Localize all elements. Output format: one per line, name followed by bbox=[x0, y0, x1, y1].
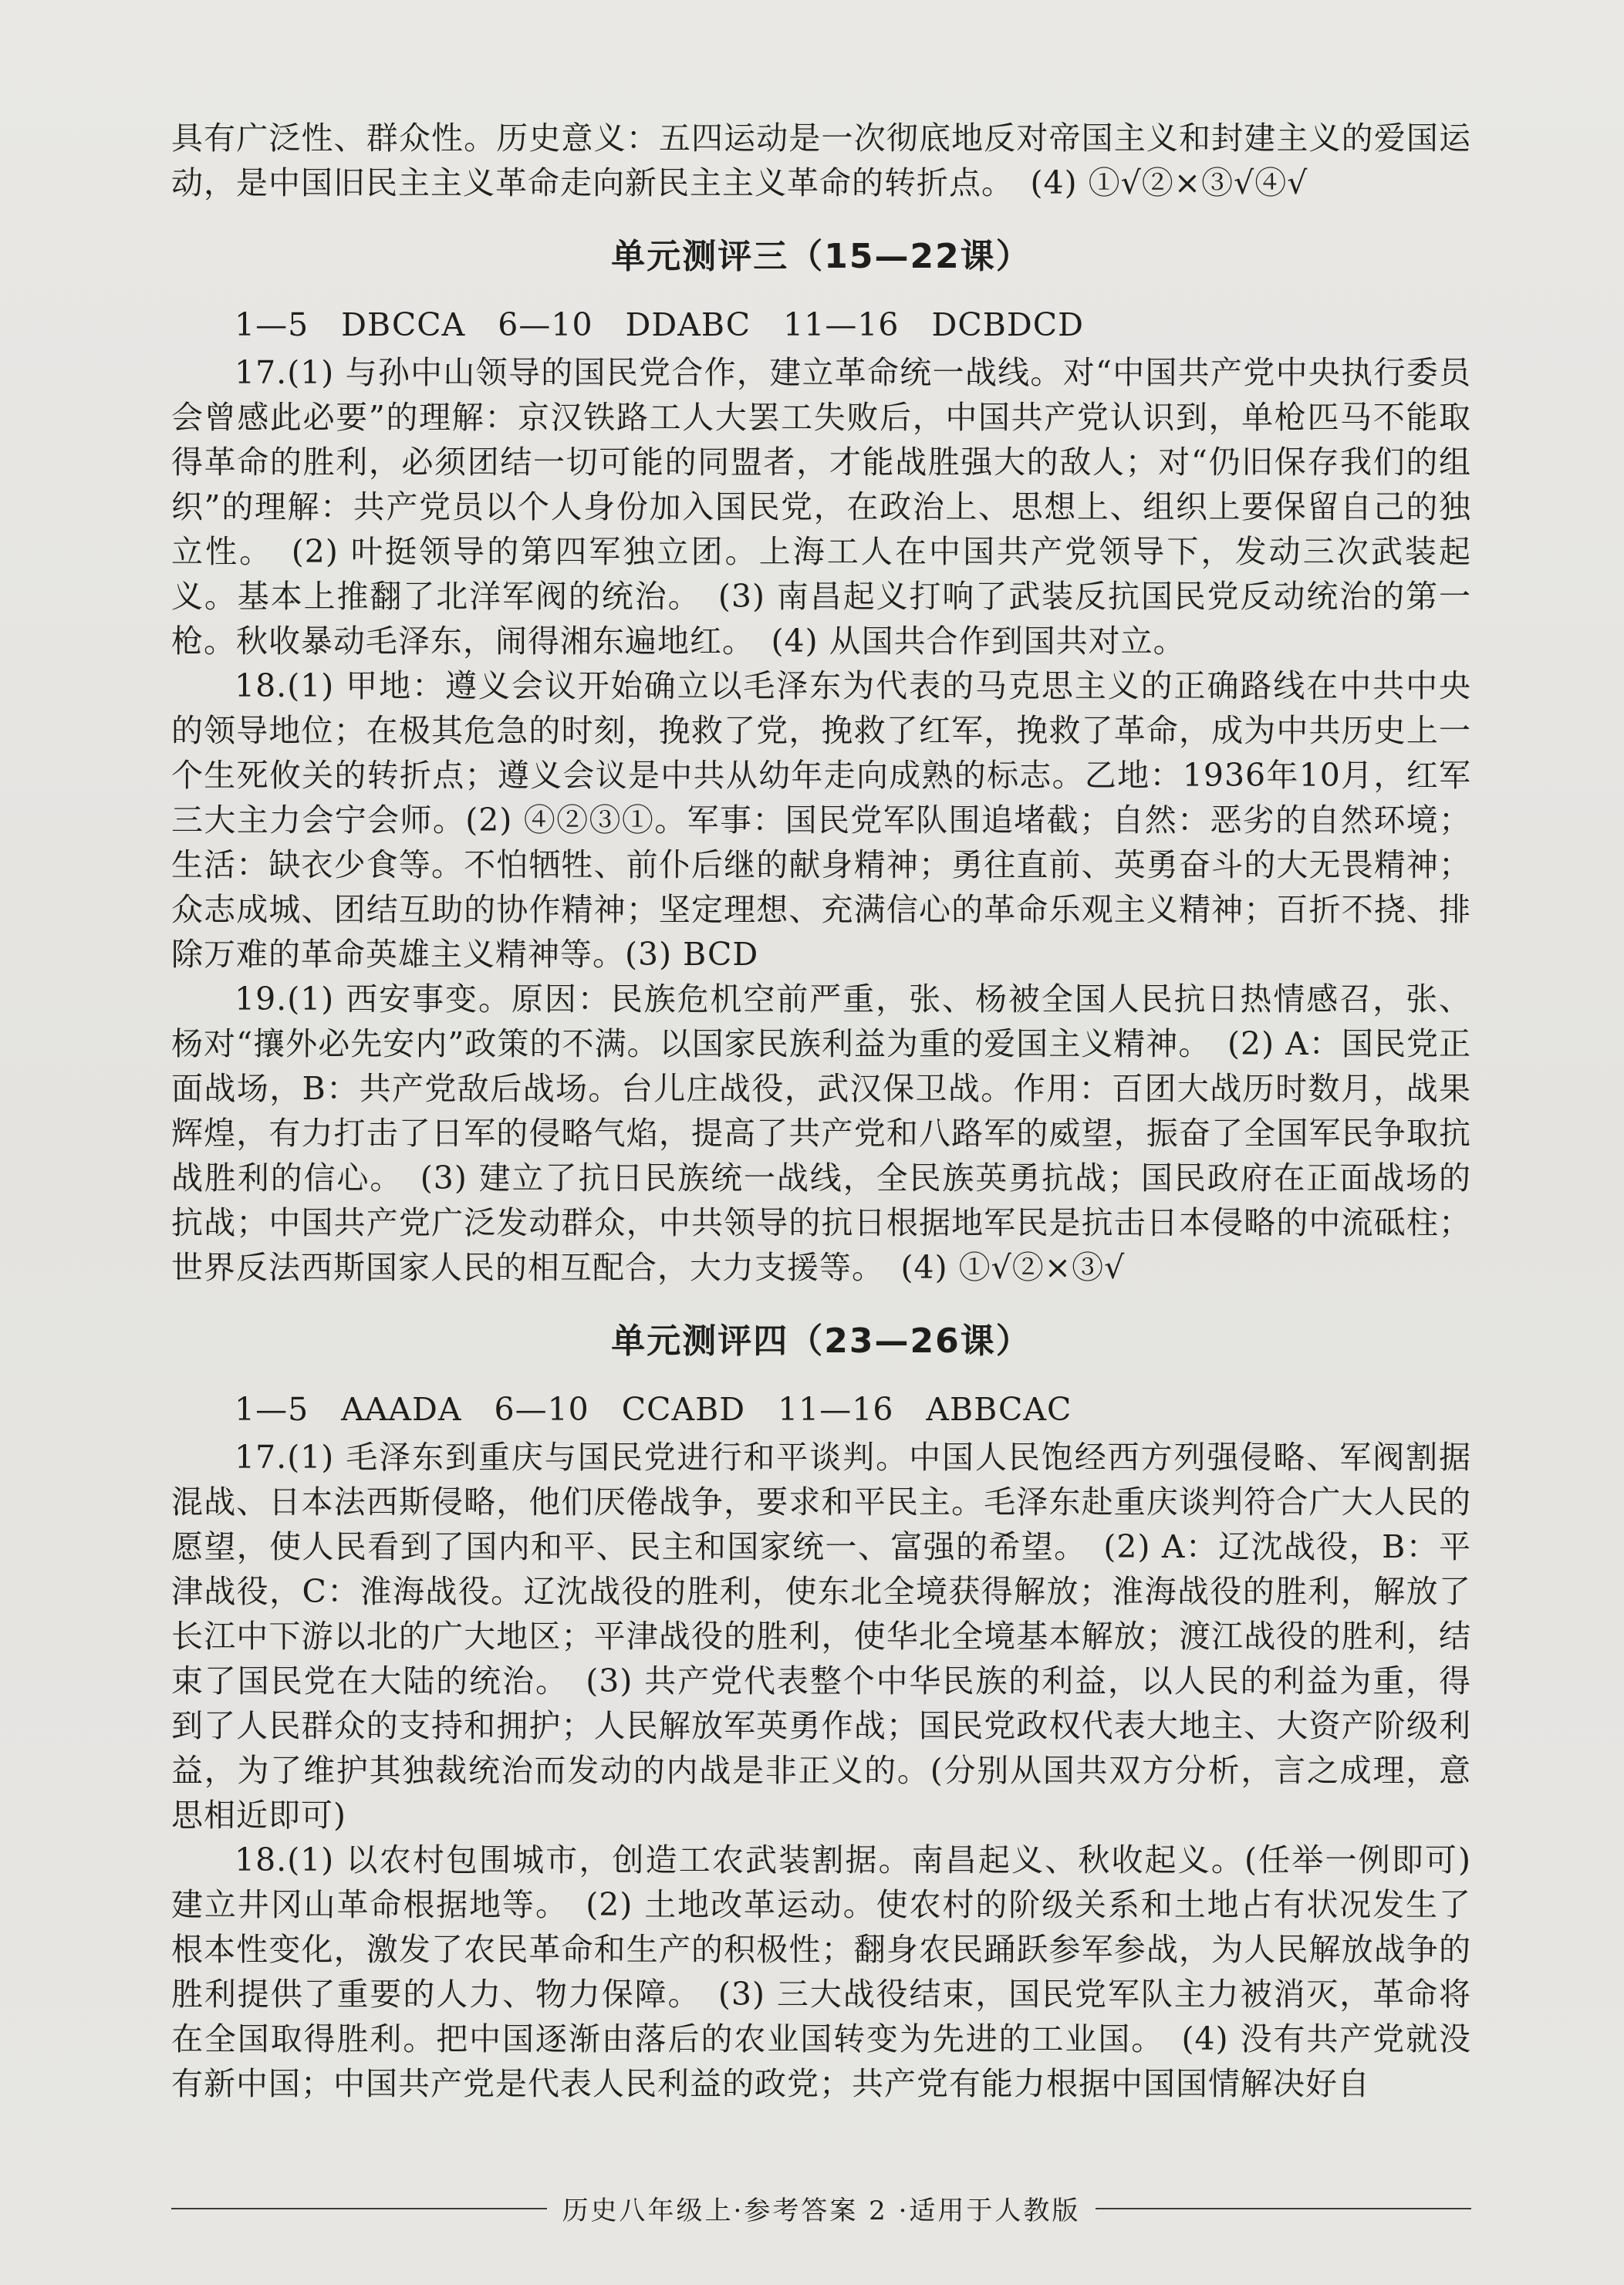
unit4-choice-answers: 1—5 AAADA 6—10 CCABD 11—16 ABBCAC bbox=[235, 1391, 1072, 1428]
unit4-question-17: 17.(1) 毛泽东到重庆与国民党进行和平谈判。中国人民饱经西方列强侵略、军阀割据混战、日本法西斯侵略，他们厌倦战争，要求和平民主。毛泽东赴重庆谈判符合广大人民的愿望，使人民看到了国内和平、民主和国家统一、富强的希望。 (2) A：辽沈战役，B：平津战役，C：淮海战役。辽沈战役的胜利，使东北全境获得解放；淮海战役的胜利，解放了长江中下游以北的广大地区；平津战役的胜利，使华北全境基本解放；渡江战役的胜利，结束了国民党在大陆的统治。 (3) 共产党代表整个中华民族的利益，以人民的利益为重，得到了人民群众的支持和拥护；人民解放军英勇作战；国民党政权代表大地主、大资产阶级利益，为了维护其独裁统治而发动的内战是非正义的。(分别从国共双方分析，言之成理，意思相近即可) bbox=[171, 1439, 1471, 1834]
unit4-question-18: 18.(1) 以农村包围城市，创造工农武装割据。南昌起义、秋收起义。(任举一例即可)建立井冈山革命根据地等。 (2) 土地改革运动。使农村的阶级关系和土地占有状况发生了根本性变化，激发了农民革命和生产的积极性；翻身农民踊跃参军参战，为人民解放战争的胜利提供了重要的人力、物力保障。 (3) 三大战役结束，国民党军队主力被消灭，革命将在全国取得胜利。把中国逐渐由落后的农业国转变为先进的工业国。 (4) 没有共产党就没有新中国；中国共产党是代表人民利益的政党；共产党有能力根据中国国情解决好自 bbox=[171, 1841, 1471, 2102]
unit3-heading: 单元测评三（15—22课） bbox=[611, 237, 1031, 276]
footer-rule-left bbox=[171, 2208, 547, 2209]
unit3-question-18: 18.(1) 甲地：遵义会议开始确立以毛泽东为代表的马克思主义的正确路线在中共中央的领导地位；在极其危急的时刻，挽救了党，挽救了红军，挽救了革命，成为中共历史上一个生死攸关的转折点；遵义会议是中共从幼年走向成熟的标志。乙地：1936年10月，红军三大主力会宁会师。(2) ④②③①。军事：国民党军队围追堵截；自然：恶劣的自然环境；生活：缺衣少食等。不怕牺牲、前仆后继的献身精神；勇往直前、英勇奋斗的大无畏精神；众志成城、团结互助的协作精神；坚定理想、充满信心的革命乐观主义精神；百折不挠、排除万难的革命英雄主义精神等。(3) BCD bbox=[171, 667, 1471, 973]
unit3-question-19: 19.(1) 西安事变。原因：民族危机空前严重，张、杨被全国人民抗日热情感召，张、杨对“攘外必先安内”政策的不满。以国家民族利益为重的爱国主义精神。 (2) A：国民党正面战场，B：共产党敌后战场。台儿庄战役，武汉保卫战。作用：百团大战历时数月，战果辉煌，有力打击了日军的侵略气焰，提高了共产党和八路军的威望，振奋了全国军民争取抗战胜利的信心。 (3) 建立了抗日民族统一战线，全民族英勇抗战；国民政府在正面战场的抗战；中国共产党广泛发动群众，中共领导的抗日根据地军民是抗击日本侵略的中流砥柱；世界反法西斯国家人民的相互配合，大力支援等。 (4) ①√②×③√ bbox=[171, 980, 1471, 1286]
footer-text: 历史八年级上·参考答案 2 ·适用于人教版 bbox=[562, 2196, 1081, 2226]
page-content bbox=[171, 116, 1471, 2106]
unit3-question-17: 17.(1) 与孙中山领导的国民党合作，建立革命统一战线。对“中国共产党中央执行委员会曾感此必要”的理解：京汉铁路工人大罢工失败后，中国共产党认识到，单枪匹马不能取得革命的胜利，必须团结一切可能的同盟者，才能战胜强大的敌人；对“仍旧保存我们的组织”的理解：共产党员以个人身份加入国民党，在政治上、思想上、组织上要保留自己的独立性。 (2) 叶挺领导的第四军独立团。上海工人在中国共产党领导下，发动三次武装起义。基本上推翻了北洋军阀的统治。 (3) 南昌起义打响了武装反抗国民党反动统治的第一枪。秋收暴动毛泽东，闹得湘东遍地红。 (4) 从国共合作到国共对立。 bbox=[171, 354, 1471, 660]
unit4-heading: 单元测评四（23—26课） bbox=[611, 1321, 1031, 1361]
unit3-choice-answers: 1—5 DBCCA 6—10 DDABC 11—16 DCBDCD bbox=[235, 306, 1084, 343]
footer-rule-right bbox=[1096, 2208, 1471, 2209]
intro-paragraph: 具有广泛性、群众性。历史意义：五四运动是一次彻底地反对帝国主义和封建主义的爱国运动，是中国旧民主主义革命走向新民主主义革命的转折点。 (4) ①√②×③√④√ bbox=[171, 120, 1471, 201]
page-footer bbox=[171, 2189, 1471, 2227]
